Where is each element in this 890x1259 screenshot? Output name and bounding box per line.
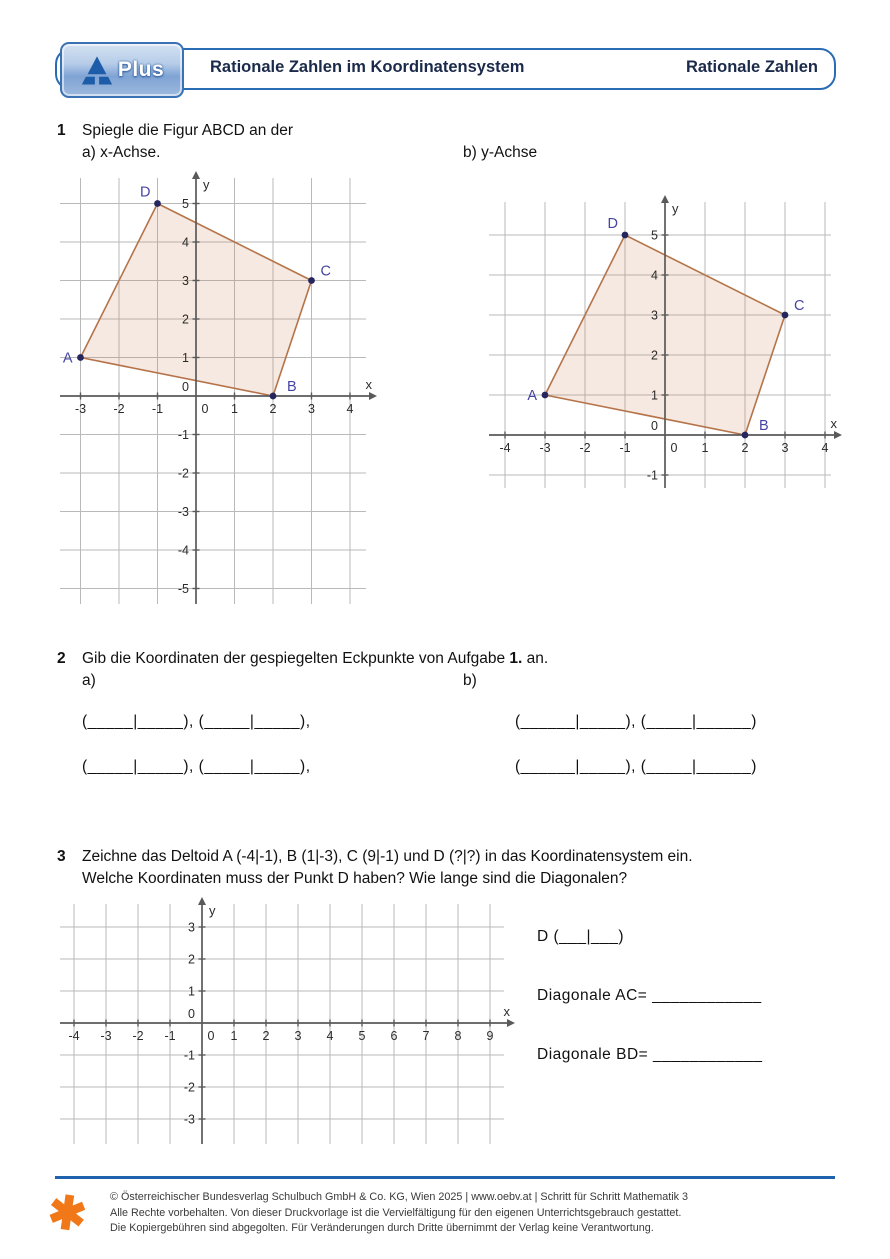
series-label: Rationale Zahlen: [685, 58, 818, 76]
publisher-logo: [60, 42, 184, 98]
svg-text:-3: -3: [74, 402, 87, 416]
svg-text:-4: -4: [177, 543, 189, 558]
task2-subtask-a-label: a): [82, 672, 96, 689]
svg-text:-2: -2: [177, 466, 189, 481]
task1-subtask-a-label: a) x-Achse.: [82, 144, 161, 161]
svg-text:4: 4: [821, 441, 829, 455]
svg-text:3: 3: [308, 402, 315, 416]
svg-text:3: 3: [188, 920, 195, 935]
svg-text:-1: -1: [151, 402, 164, 416]
svg-text:0: 0: [182, 380, 189, 394]
svg-text:C: C: [320, 263, 331, 280]
answer-blank-a1: (_____|_____), (_____|_____),: [82, 713, 311, 730]
svg-text:x: x: [830, 416, 837, 431]
svg-text:0: 0: [207, 1029, 215, 1043]
task2-number: 2: [57, 650, 66, 667]
svg-text:-1: -1: [164, 1029, 176, 1043]
svg-text:1: 1: [188, 984, 195, 999]
logo-plus-label: Plus: [117, 58, 165, 81]
coordinate-grid-c: [54, 896, 534, 1152]
svg-text:x: x: [503, 1004, 510, 1019]
svg-text:-4: -4: [499, 441, 511, 455]
svg-text:-5: -5: [177, 582, 189, 596]
svg-text:3: 3: [294, 1029, 302, 1043]
svg-text:3: 3: [182, 274, 189, 288]
worksheet-title: Rationale Zahlen im Koordinatensystem: [210, 58, 525, 76]
svg-text:-1: -1: [183, 1048, 195, 1063]
task1-subtask-b-label: b) y-Achse: [463, 144, 538, 161]
svg-text:B: B: [759, 418, 769, 434]
svg-text:-3: -3: [100, 1029, 112, 1043]
coordinate-grid-b: [485, 194, 857, 496]
coordinate-grid-a: [54, 170, 379, 612]
svg-text:4: 4: [326, 1029, 334, 1043]
svg-text:2: 2: [188, 952, 195, 967]
svg-text:-2: -2: [579, 441, 591, 455]
task2-text: [82, 650, 548, 668]
svg-text:0: 0: [201, 402, 209, 416]
svg-text:3: 3: [651, 308, 658, 323]
svg-text:5: 5: [182, 197, 189, 211]
svg-text:x: x: [365, 377, 372, 392]
svg-text:-1: -1: [646, 468, 658, 483]
svg-text:4: 4: [182, 235, 189, 250]
svg-text:-3: -3: [177, 505, 189, 519]
svg-text:1: 1: [231, 402, 238, 416]
task2-text-after: an.: [522, 650, 549, 667]
svg-text:2: 2: [262, 1029, 270, 1043]
svg-text:1: 1: [182, 351, 189, 365]
diagonal-ac-answer-blank: Diagonale AC= ____________: [537, 987, 762, 1004]
svg-text:5: 5: [651, 228, 658, 243]
svg-text:0: 0: [188, 1007, 195, 1021]
svg-text:5: 5: [358, 1029, 366, 1043]
svg-text:B: B: [287, 379, 297, 395]
answer-blank-b1: (______|_____), (_____|______): [515, 713, 757, 730]
svg-text:0: 0: [670, 441, 678, 455]
diagonal-bd-answer-blank: Diagonale BD= ____________: [537, 1046, 763, 1063]
task2-subtask-b-label: b): [463, 672, 477, 689]
svg-text:y: y: [203, 177, 210, 192]
svg-text:1: 1: [230, 1029, 238, 1043]
task3-number: 3: [57, 848, 66, 865]
footer-divider: [55, 1176, 835, 1179]
svg-text:-2: -2: [132, 1029, 144, 1043]
svg-text:-2: -2: [113, 402, 125, 416]
svg-text:4: 4: [651, 268, 658, 283]
svg-text:2: 2: [741, 441, 749, 455]
triangle-logo-icon: [80, 51, 114, 89]
answer-blank-b2: (______|_____), (_____|______): [515, 758, 757, 775]
svg-text:3: 3: [781, 441, 789, 455]
svg-text:6: 6: [390, 1029, 398, 1043]
svg-text:y: y: [209, 903, 216, 918]
svg-text:0: 0: [651, 419, 658, 433]
svg-text:-3: -3: [183, 1112, 195, 1127]
footer-line1: © Österreichischer Bundesverlag Schulbuch GmbH & Co. KG, Wien 2025 | www.oebv.at | Schritt für Schritt Mathematik 3: [110, 1191, 689, 1203]
task2-text-bold: 1.: [509, 650, 523, 667]
svg-text:-1: -1: [177, 428, 189, 442]
task3-line2: Welche Koordinaten muss der Punkt D haben? Wie lange sind die Diagonalen?: [82, 870, 628, 887]
svg-text:y: y: [672, 201, 679, 216]
svg-text:2: 2: [651, 348, 658, 363]
svg-text:8: 8: [454, 1029, 462, 1043]
svg-text:C: C: [794, 298, 805, 314]
answer-blank-a2: (_____|_____), (_____|_____),: [82, 758, 311, 775]
svg-text:7: 7: [422, 1029, 430, 1043]
svg-text:A: A: [62, 350, 73, 367]
svg-text:-3: -3: [539, 441, 551, 455]
footer-copyright: [110, 1190, 688, 1237]
footer-line3: Die Kopiergebühren sind abgegolten. Für Veränderungen durch Dritte übernimmt der Verlag keine Verantwortung.: [110, 1222, 654, 1234]
svg-text:D: D: [140, 184, 151, 201]
svg-text:1: 1: [651, 388, 658, 403]
svg-text:1: 1: [701, 441, 709, 455]
svg-text:4: 4: [346, 402, 354, 416]
task1-text: Spiegle die Figur ABCD an der: [82, 122, 294, 139]
task3-line1: Zeichne das Deltoid A (-4|-1), B (1|-3), C (9|-1) und D (?|?) in das Koordinatensystem ein.: [82, 848, 693, 865]
svg-text:D: D: [607, 216, 618, 232]
svg-text:9: 9: [486, 1029, 494, 1043]
svg-text:-1: -1: [619, 441, 631, 455]
svg-text:2: 2: [182, 312, 189, 327]
svg-text:-4: -4: [68, 1029, 80, 1043]
svg-text:2: 2: [269, 402, 277, 416]
oebv-star-icon: ✱: [44, 1184, 91, 1242]
point-d-answer-blank: D (___|___): [537, 928, 625, 945]
task1-number: 1: [57, 122, 66, 139]
footer-line2: Alle Rechte vorbehalten. Von dieser Druckvorlage ist die Vervielfältigung für den eigenen Unterrichtsgebrauch gestattet.: [110, 1206, 682, 1219]
svg-text:-2: -2: [183, 1080, 195, 1095]
task2-text-before: Gib die Koordinaten der gespiegelten Eckpunkte von Aufgabe: [82, 650, 510, 667]
svg-text:A: A: [527, 388, 537, 404]
